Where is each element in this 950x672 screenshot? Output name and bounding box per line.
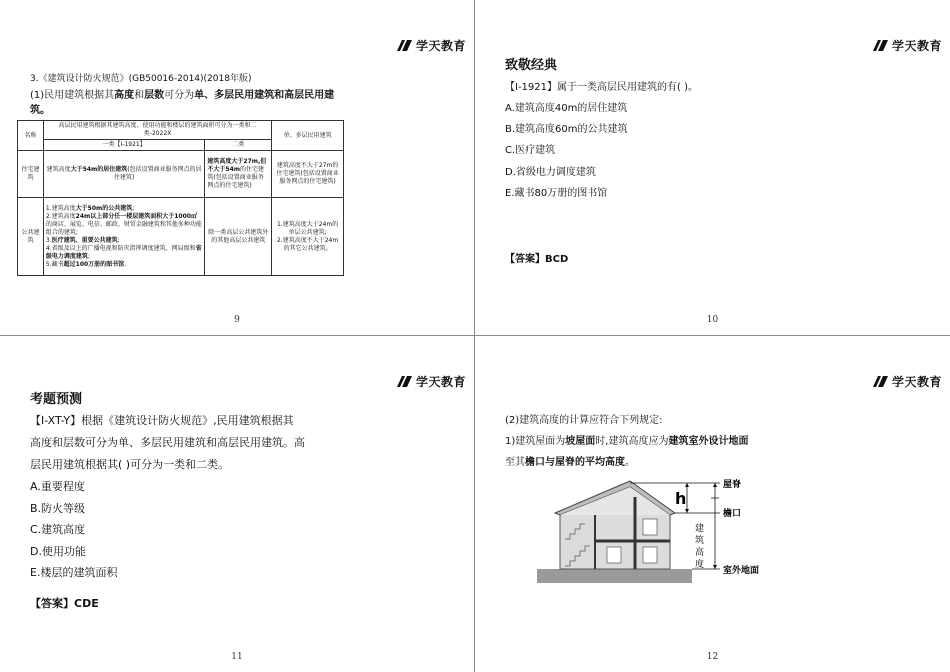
- table-row-name: 公共建筑: [18, 198, 44, 276]
- brand-logo: [396, 37, 466, 54]
- page-number: 11: [231, 652, 243, 662]
- option-b: B.建筑高度60m的公共建筑: [505, 124, 628, 135]
- ground-slab: [537, 569, 692, 583]
- table-header-single: 单、多层民用建筑: [272, 121, 344, 151]
- section-heading: 考题预测: [30, 392, 83, 407]
- option-a: A.建筑高度40m的居住建筑: [505, 103, 628, 114]
- table-cell: 除一类高层公共建筑外的其他高层公共建筑: [205, 198, 272, 276]
- table-row-name: 住宅建筑: [18, 151, 44, 198]
- page-number: 9: [234, 315, 240, 325]
- rule-line-2: 1)建筑屋面为坡屋面时,建筑高度应为建筑室外设计地面: [505, 436, 749, 447]
- table-cell: 1.建筑高度大于50m的公共建筑; 2.建筑高度24m以上部分任一楼层建筑面积大于1000㎡的商店、展览、电信、邮政、财贸金融建筑和其他多种功能组合的建筑; 3.医疗建筑、重要公共建筑; 4.省级及以上的广播电视和防灾指挥调度建筑、网局级和省级电力调度建筑; 5.藏书超过100万册的图书馆.: [43, 198, 204, 276]
- label-height-2: 筑: [695, 536, 705, 546]
- label-height-1: 建: [695, 524, 705, 534]
- section-heading: 致敬经典: [505, 58, 558, 73]
- question-line-3: 层民用建筑根据其( )可分为一类和二类。: [30, 458, 230, 471]
- option-e: E.藏书80万册的图书馆: [505, 188, 608, 199]
- table-header-class1: 一类【Ⅰ-1921】: [43, 140, 204, 151]
- option-a: A.重要程度: [30, 480, 85, 493]
- option-d: D.使用功能: [30, 545, 86, 558]
- classification-table: [17, 120, 344, 276]
- brand-logo: [396, 373, 466, 390]
- brand-mark-icon: [396, 375, 413, 388]
- label-ridge: 屋脊: [723, 480, 742, 490]
- question-line-1: 【Ⅰ-XT-Y】根据《建筑设计防火规范》,民用建筑根据其: [30, 414, 294, 427]
- sloped-roof-height-diagram: [535, 471, 795, 591]
- option-b: B.防火等级: [30, 502, 86, 515]
- label-height-3: 高: [695, 548, 705, 558]
- brand-logo: [872, 37, 942, 54]
- section-subtitle: (1)民用建筑根据其高度和层数可分为单、多层民用建筑和高层民用建筑。: [30, 90, 335, 116]
- table-cell: 建筑高度不大于27m的住宅建筑(包括设置商业服务网点的住宅建筑): [272, 151, 344, 198]
- label-ground: 室外地面: [723, 566, 760, 576]
- brand-logo: [872, 373, 942, 390]
- answer-text: 【答案】BCD: [505, 254, 569, 265]
- question-text: 【Ⅰ-1921】属于一类高层民用建筑的有( )。: [505, 82, 698, 93]
- label-eave: 檐口: [723, 509, 742, 519]
- brand-mark-icon: [872, 375, 889, 388]
- label-h: h: [675, 489, 687, 508]
- option-c: C.医疗建筑: [505, 145, 556, 156]
- table-cell: 1.建筑高度大于24m的单层公共建筑; 2.建筑高度不大于24m的其它公共建筑。: [272, 198, 344, 276]
- brand-name: 学天教育: [415, 375, 466, 389]
- question-line-2: 高度和层数可分为单、多层民用建筑和高层民用建筑。高: [30, 436, 305, 449]
- option-d: D.省级电力调度建筑: [505, 167, 596, 178]
- option-c: C.建筑高度: [30, 523, 86, 536]
- table-header-name: 名称: [18, 121, 44, 151]
- table-cell: 建筑高度大于27m,但不大于54m的住宅建筑(包括设置商业服务网点的住宅建筑): [205, 151, 272, 198]
- brand-mark-icon: [396, 39, 413, 52]
- section-title: 3.《建筑设计防火规范》(GB50016-2014)(2018年版): [30, 74, 252, 84]
- brand-name: 学天教育: [891, 39, 942, 53]
- label-height-4: 度: [695, 560, 705, 570]
- rule-line-1: (2)建筑高度的计算应符合下列规定:: [505, 415, 663, 426]
- brand-name: 学天教育: [415, 39, 466, 53]
- table-header-high: 高层民用建筑根据其建筑高度、使用功能和楼层的建筑面积可分为一类和二类-2022X: [43, 121, 271, 140]
- page-12: [475, 336, 950, 672]
- page-number: 10: [706, 315, 719, 325]
- brand-mark-icon: [872, 39, 889, 52]
- page-number: 12: [706, 652, 719, 662]
- table-cell: 建筑高度大于54m的居住建筑(包括设置商业服务网点的居住建筑): [43, 151, 204, 198]
- option-e: E.楼层的建筑面积: [30, 566, 118, 579]
- brand-name: 学天教育: [891, 375, 942, 389]
- page-11: [0, 336, 475, 672]
- page-9: [0, 0, 475, 336]
- rule-line-3: 至其檐口与屋脊的平均高度。: [505, 457, 635, 468]
- page-10: [475, 0, 950, 336]
- table-header-class2: 二类: [205, 140, 272, 151]
- answer-text: 【答案】CDE: [30, 597, 99, 610]
